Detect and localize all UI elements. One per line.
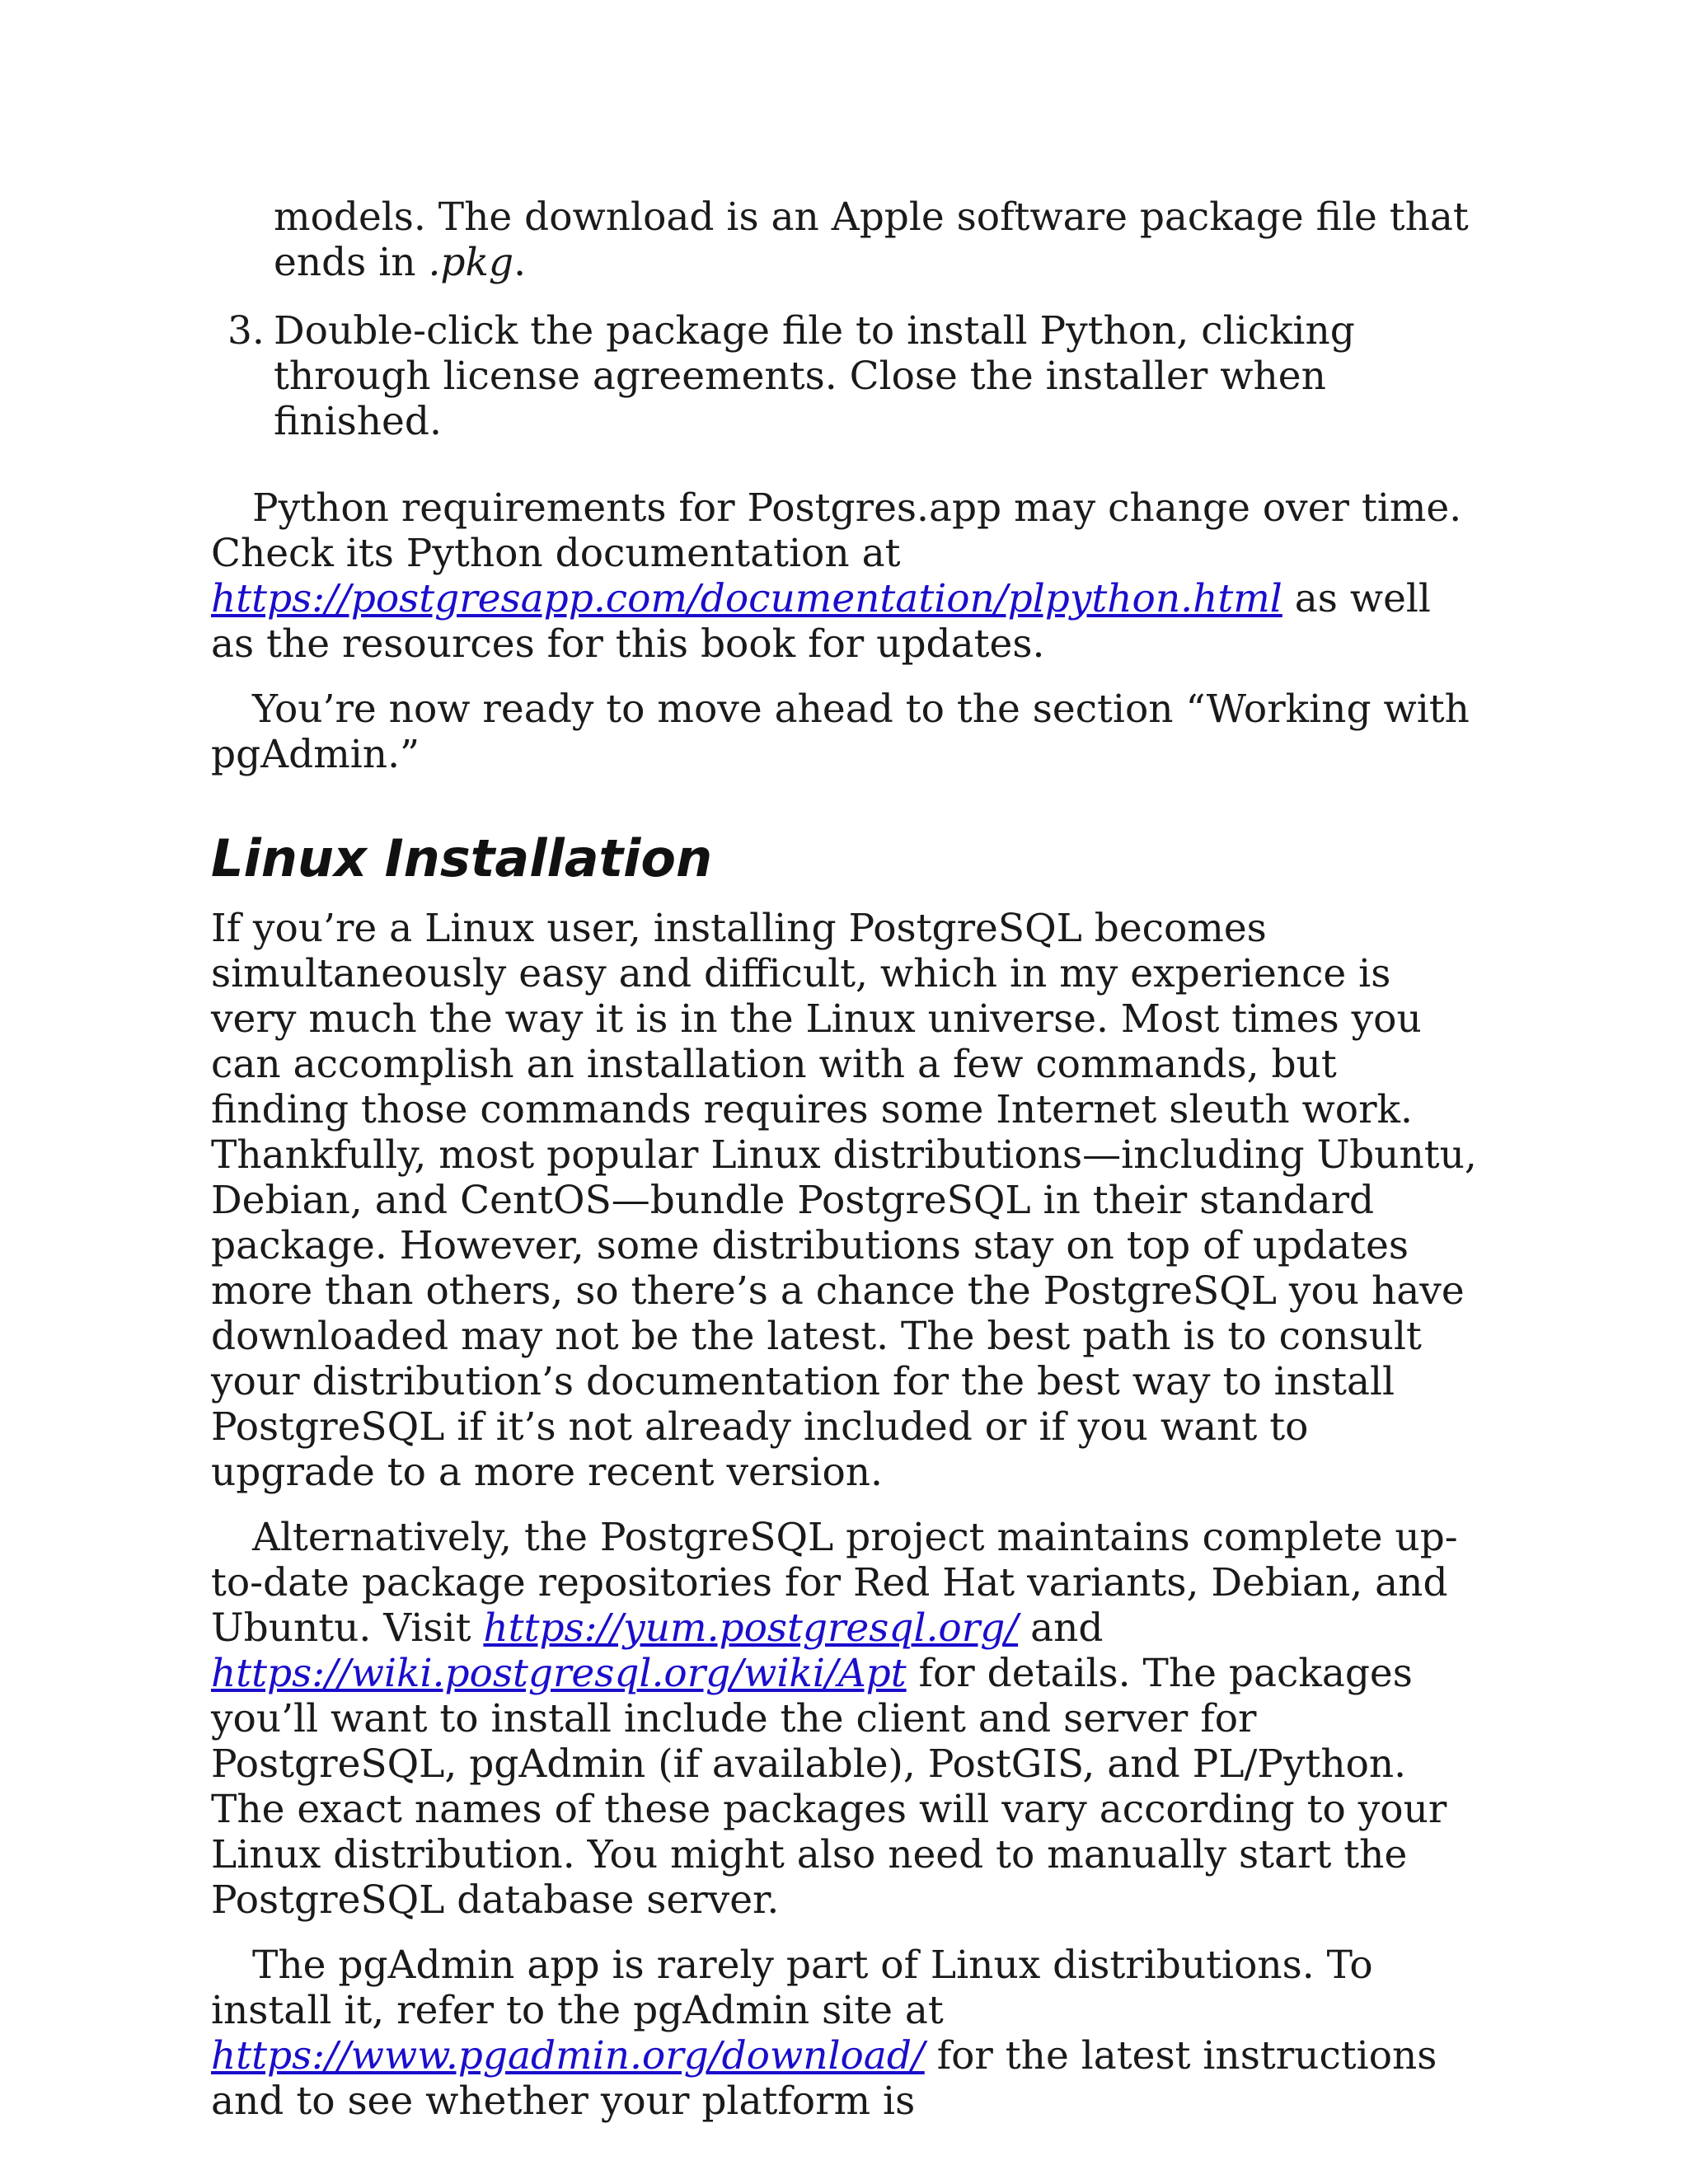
paragraph-ready [211,687,1480,777]
link-plpython-docs[interactable]: https://postgresapp.com/documentation/plpython.html [211,576,1282,621]
continuation-tail: . [513,240,527,285]
python-req-after: as well as the resources for this book for updates. [211,576,1431,667]
alt-mid: and [1018,1605,1104,1651]
step-text: Double-click the package file to install Python, clicking through license agreements. Close the installer when finished. [274,308,1355,444]
python-req-before: Python requirements for Postgres.app may change over time. Check its Python documentation at [211,485,1462,576]
pkg-extension: .pkg [428,240,514,285]
paragraph-linux-intro [211,906,1480,1495]
linux-intro-text: If you’re a Linux user, installing PostgreSQL becomes simultaneously easy and difficult, which in my experience is very much the way it is in the Linux universe. Most times you can accomplish an installation with a few commands, but finding those commands requires some Internet sleuth work. Thankfully, most popular Linux distributions—including Ubuntu, Debian, and CentOS—bundle PostgreSQL in their standard package. However, some distributions stay on top of updates more than others, so there’s a chance the PostgreSQL you have downloaded may not be the latest. The best path is to consult your distribution’s documentation for the best way to install PostgreSQL if it’s not already included or if you want to upgrade to a more recent version. [211,906,1477,1495]
alt-before: Alternatively, the PostgreSQL project maintains complete up-to-date package repositories for Red Hat variants, Debian, and Ubuntu. Visit [211,1515,1458,1651]
link-pgadmin-download[interactable]: https://www.pgadmin.org/download/ [211,2033,925,2079]
paragraph-python-requirements [211,485,1480,667]
list-item-continuation [211,194,1480,285]
link-wiki-apt[interactable]: https://wiki.postgresql.org/wiki/Apt [211,1651,907,1696]
document-page [211,194,1480,2144]
list-item-step-3 [211,308,1480,444]
pgadmin-before: The pgAdmin app is rarely part of Linux distributions. To install it, refer to the pgAdmin site at [211,1943,1373,2033]
paragraph-alternatively [211,1515,1480,1923]
continuation-text: models. The download is an Apple software package file that ends in [274,194,1469,285]
link-yum-postgresql[interactable]: https://yum.postgresql.org/ [483,1605,1019,1651]
pgadmin-after: for the latest instructions and to see whether your platform is [211,2033,1437,2124]
ready-text: You’re now ready to move ahead to the section “Working with pgAdmin.” [211,687,1470,777]
section-heading: Linux Installation [211,828,713,888]
paragraph-pgadmin [211,1943,1480,2124]
step-number: 3. [227,308,265,354]
alt-after: for details. The packages you’ll want to install include the client and server for PostgreSQL, pgAdmin (if available), PostGIS, and PL/Python. The exact names of these packages will vary according to your Linux distribution. You might also need to manually start the PostgreSQL database server. [211,1651,1447,1923]
